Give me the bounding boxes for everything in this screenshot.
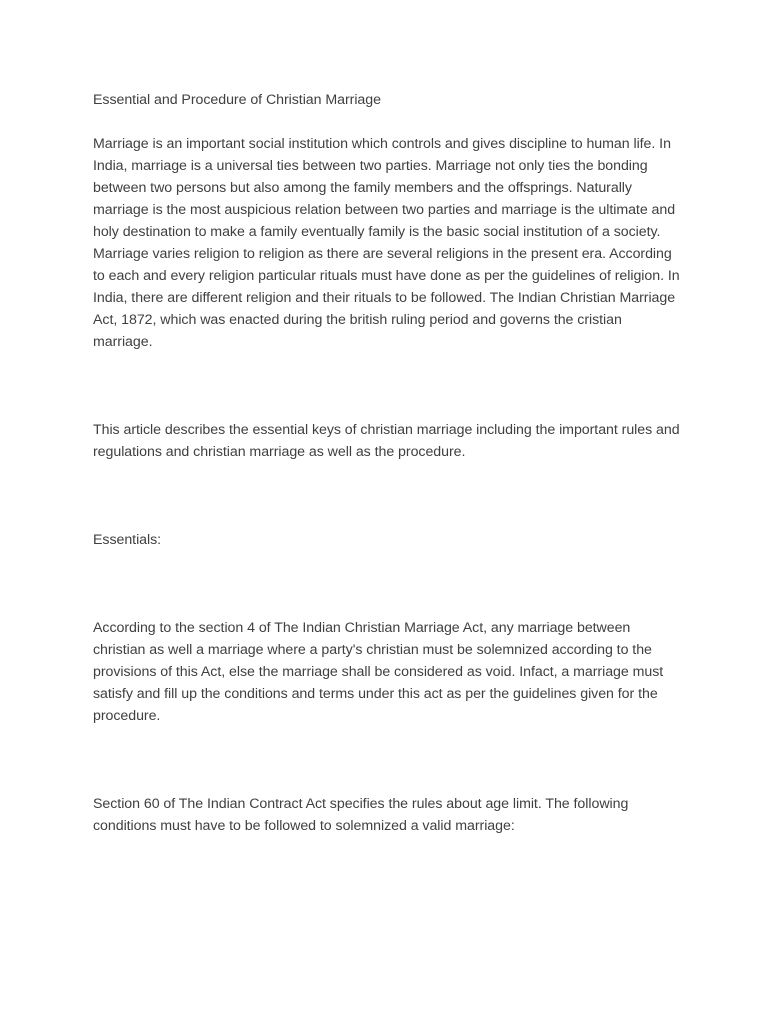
document-title: Essential and Procedure of Christian Marriage — [93, 92, 381, 108]
intro-paragraph: Marriage is an important social institution which controls and gives discipline to human life. In India, marriage is a universal ties between two parties. Marriage not only ties the bonding between two persons but also among the family members and the offsprings. Naturally marriage is the most auspicious relation between two parties and marriage is the ultimate and holy destination to make a family eventually family is the basic social institution of a society. Marriage varies religion to religion as there are several religions in the present era. According to each and every religion particular rituals must have done as per the guidelines of religion. In India, there are different religion and their rituals to be followed. The Indian Christian Marriage Act, 1872, which was enacted during the british ruling period and governs the cristian marriage. — [93, 136, 680, 350]
essentials-heading: Essentials: — [93, 532, 162, 548]
section-60-paragraph: Section 60 of The Indian Contract Act specifies the rules about age limit. The following conditions must have to be followed to solemnized a valid marriage: — [93, 796, 629, 834]
document-page — [93, 89, 683, 837]
section-4-paragraph: According to the section 4 of The Indian Christian Marriage Act, any marriage between christian as well a marriage where a party's christian must be solemnized according to the provisions of this Act, else the marriage shall be considered as void. Infact, a marriage must satisfy and fill up the conditions and terms under this act as per the guidelines given for the procedure. — [93, 620, 664, 724]
article-summary-paragraph: This article describes the essential keys of christian marriage including the important rules and regulations and christian marriage as well as the procedure. — [93, 422, 680, 460]
